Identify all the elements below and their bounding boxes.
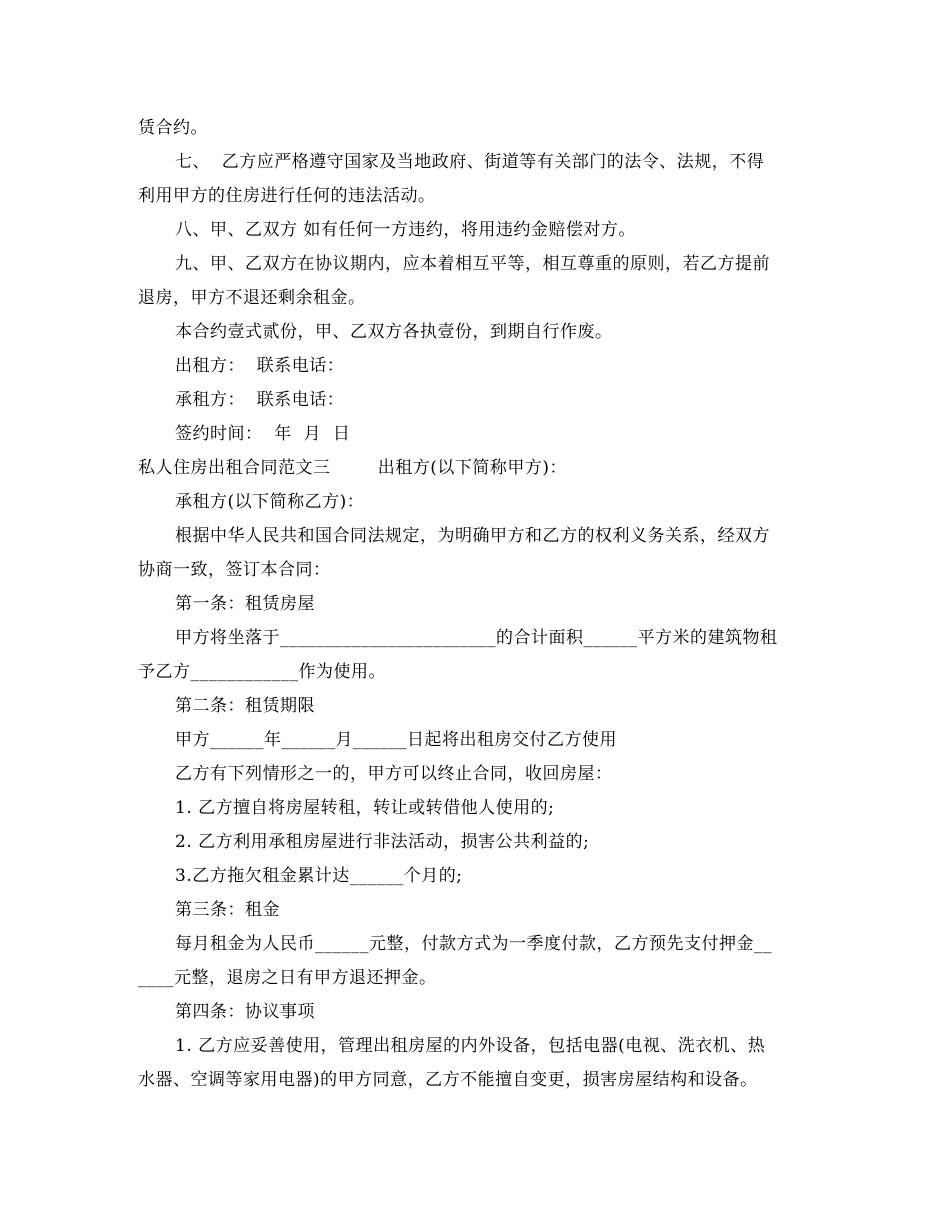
section-heading: 私人住房出租合同范文三 出租方(以下简称甲方)：: [138, 458, 567, 478]
text-line: 出租方： 联系电话：: [175, 356, 345, 376]
list-item: 3.乙方拖欠租金累计达______个月的;: [175, 866, 463, 886]
text-line: 退房，甲方不退还剩余租金。: [138, 288, 366, 308]
text-line: 每月租金为人民币______元整，付款方式为一季度付款，乙方预先支付押金__: [175, 934, 772, 954]
text-line: ____元整，退房之日有甲方退还押金。: [138, 968, 437, 988]
article-heading: 第三条：租金: [175, 900, 280, 920]
list-item: 1. 乙方擅自将房屋转租，转让或转借他人使用的;: [175, 798, 555, 818]
text-line: 予乙方____________作为使用。: [138, 662, 386, 682]
text-line: 利用甲方的住房进行任何的违法活动。: [138, 186, 436, 206]
list-item: 1. 乙方应妥善使用，管理出租房屋的内外设备，包括电器(电视、洗衣机、热: [175, 1036, 766, 1056]
text-line: 九、甲、乙双方在协议期内，应本着相互平等，相互尊重的原则，若乙方提前: [175, 254, 770, 274]
text-line: 签约时间： 年 月 日: [175, 424, 351, 444]
text-line: 八、甲、乙双方 如有任何一方违约，将用违约金赔偿对方。: [175, 220, 636, 240]
text-line: 水器、空调等家用电器)的甲方同意，乙方不能擅自变更，损害房屋结构和设备。: [138, 1070, 758, 1090]
text-line: 协商一致，签订本合同：: [138, 560, 331, 580]
text-line: 甲方将坐落于________________________的合计面积______平方米的建筑物租: [175, 628, 778, 648]
article-heading: 第二条：租赁期限: [175, 696, 315, 716]
article-heading: 第四条：协议事项: [175, 1002, 315, 1022]
text-line: 承租方： 联系电话：: [175, 390, 345, 410]
text-line: 承租方(以下简称乙方)：: [175, 492, 365, 512]
text-line: 乙方有下列情形之一的，甲方可以终止合同，收回房屋：: [175, 764, 613, 784]
article-heading: 第一条：租赁房屋: [175, 594, 315, 614]
text-line: 甲方______年______月______日起将出租房交付乙方使用: [175, 730, 617, 750]
text-line: 本合约壹式贰份，甲、乙双方各执壹份，到期自行作废。: [175, 322, 613, 342]
list-item: 2. 乙方利用承租房屋进行非法活动，损害公共利益的;: [175, 832, 590, 852]
text-line: 赁合约。: [138, 118, 208, 138]
text-line: 七、 乙方应严格遵守国家及当地政府、街道等有关部门的法令、法规，不得: [175, 152, 765, 172]
text-line: 根据中华人民共和国合同法规定，为明确甲方和乙方的权利义务关系，经双方: [175, 526, 770, 546]
